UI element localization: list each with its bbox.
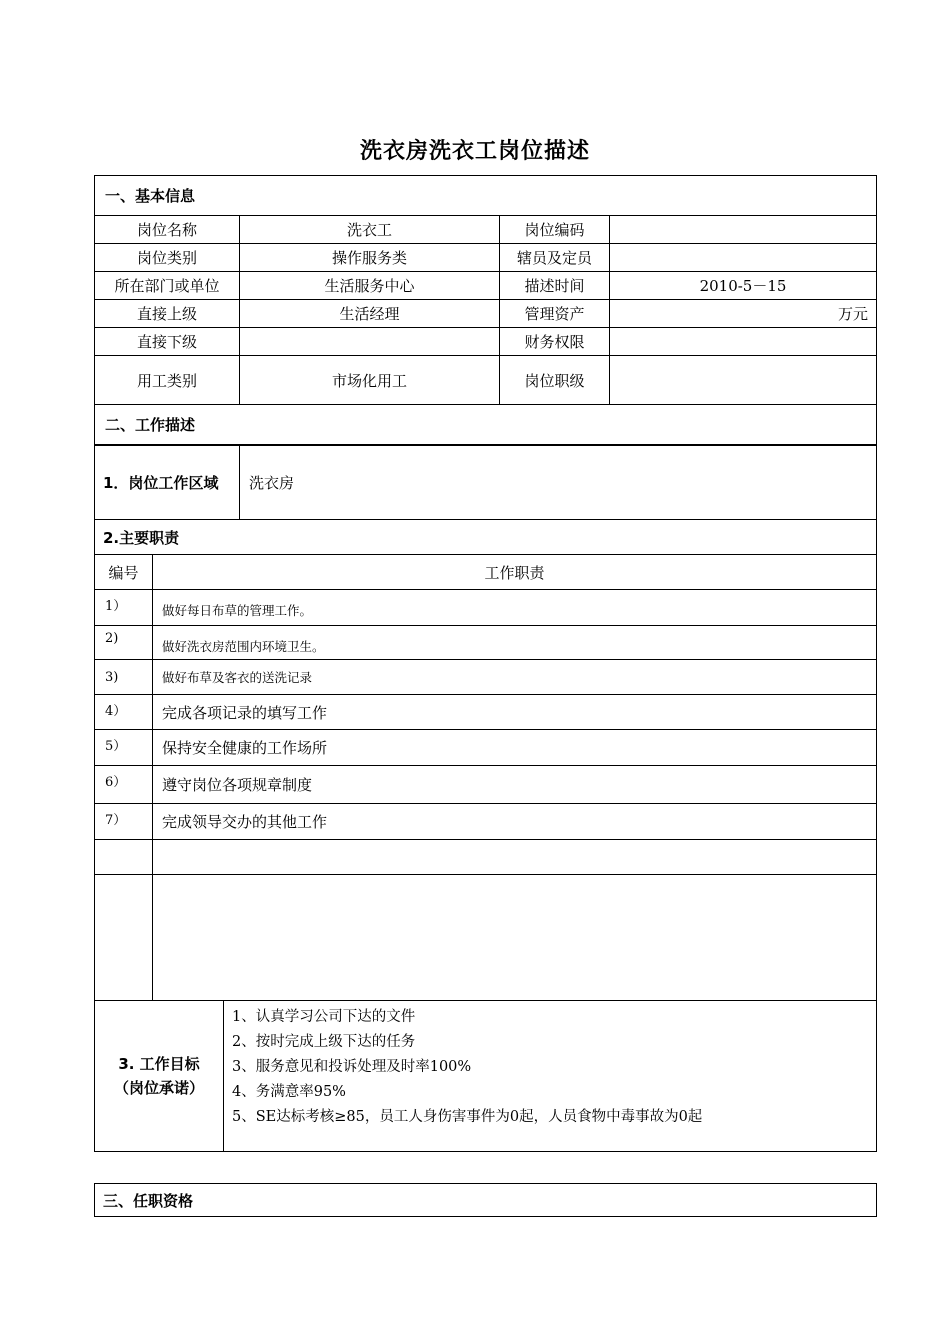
staff-quota-label: 辖员及定员 [500, 244, 610, 272]
list-item: 2、按时完成上级下达的任务 [232, 1034, 416, 1050]
job-code-value [610, 216, 877, 244]
description-date-value: 2010-5－15 [610, 272, 877, 300]
job-name-value: 洗衣工 [240, 216, 500, 244]
list-item: 1、认真学习公司下达的文件 [232, 1009, 416, 1025]
work-goals-label [95, 1001, 224, 1152]
basic-info-table [94, 175, 877, 445]
work-area-table [94, 445, 877, 555]
qualifications-table [94, 1183, 877, 1217]
work-area-label: 1．岗位工作区域 [95, 446, 240, 520]
table-row-empty [95, 875, 877, 1001]
table-row [95, 695, 877, 730]
section-basic-info-heading: 一、基本信息 [95, 176, 877, 216]
direct-superior-label: 直接上级 [95, 300, 240, 328]
duty-number: 6） [95, 766, 153, 804]
duty-number-empty [95, 840, 153, 875]
job-grade-label: 岗位职级 [500, 356, 610, 405]
table-row [95, 626, 877, 660]
list-item: 5、SE达标考核≥85，员工人身伤害事件为0起，人员食物中毒事故为0起 [232, 1109, 703, 1125]
duty-text: 做好每日布草的管理工作。 [153, 590, 877, 626]
duty-text-empty [153, 840, 877, 875]
staff-quota-value [610, 244, 877, 272]
work-goals-label-line2: （岗位承诺） [113, 1079, 204, 1097]
duty-number-header: 编号 [95, 555, 153, 590]
duty-text: 做好洗衣房范围内环境卫生。 [153, 626, 877, 660]
duty-number: 1） [95, 590, 153, 626]
job-name-label: 岗位名称 [95, 216, 240, 244]
duty-number: 3) [95, 660, 153, 695]
duty-number: 4） [95, 695, 153, 730]
work-goals-table [94, 1000, 877, 1152]
job-grade-value [610, 356, 877, 405]
work-goals-label-line1: 3. 工作目标 [118, 1055, 200, 1073]
duty-text: 完成领导交办的其他工作 [153, 804, 877, 840]
description-date-label: 描述时间 [500, 272, 610, 300]
work-area-value: 洗衣房 [240, 446, 877, 520]
department-label: 所在部门或单位 [95, 272, 240, 300]
work-goals-list [224, 1001, 877, 1152]
page-title: 洗衣房洗衣工岗位描述 [359, 138, 590, 164]
job-code-label: 岗位编码 [500, 216, 610, 244]
list-item: 4、务满意率95% [232, 1084, 346, 1100]
table-row-empty [95, 840, 877, 875]
managed-assets-value: 万元 [610, 300, 877, 328]
direct-superior-value: 生活经理 [240, 300, 500, 328]
section-work-description-heading: 二、工作描述 [95, 405, 877, 445]
duty-text-header: 工作职责 [153, 555, 877, 590]
table-row [95, 766, 877, 804]
employment-type-value: 市场化用工 [240, 356, 500, 405]
financial-authority-label: 财务权限 [500, 328, 610, 356]
duty-text-empty [153, 875, 877, 1001]
table-row [95, 730, 877, 766]
job-category-label: 岗位类别 [95, 244, 240, 272]
duty-number: 5） [95, 730, 153, 766]
financial-authority-value [610, 328, 877, 356]
direct-subordinate-label: 直接下级 [95, 328, 240, 356]
duty-number: 2) [95, 626, 153, 660]
main-duties-heading: 2.主要职责 [95, 520, 877, 555]
duty-text: 做好布草及客衣的送洗记录 [153, 660, 877, 695]
table-row [95, 660, 877, 695]
department-value: 生活服务中心 [240, 272, 500, 300]
duties-table [94, 554, 877, 1001]
section-qualifications-heading: 三、任职资格 [95, 1184, 877, 1217]
duty-number: 7） [95, 804, 153, 840]
managed-assets-label: 管理资产 [500, 300, 610, 328]
duty-text: 保持安全健康的工作场所 [153, 730, 877, 766]
list-item: 3、服务意见和投诉处理及时率100% [232, 1059, 472, 1075]
job-category-value: 操作服务类 [240, 244, 500, 272]
employment-type-label: 用工类别 [95, 356, 240, 405]
table-row [95, 804, 877, 840]
direct-subordinate-value [240, 328, 500, 356]
duty-number-empty [95, 875, 153, 1001]
duty-text: 遵守岗位各项规章制度 [153, 766, 877, 804]
duty-text: 完成各项记录的填写工作 [153, 695, 877, 730]
table-row [95, 590, 877, 626]
